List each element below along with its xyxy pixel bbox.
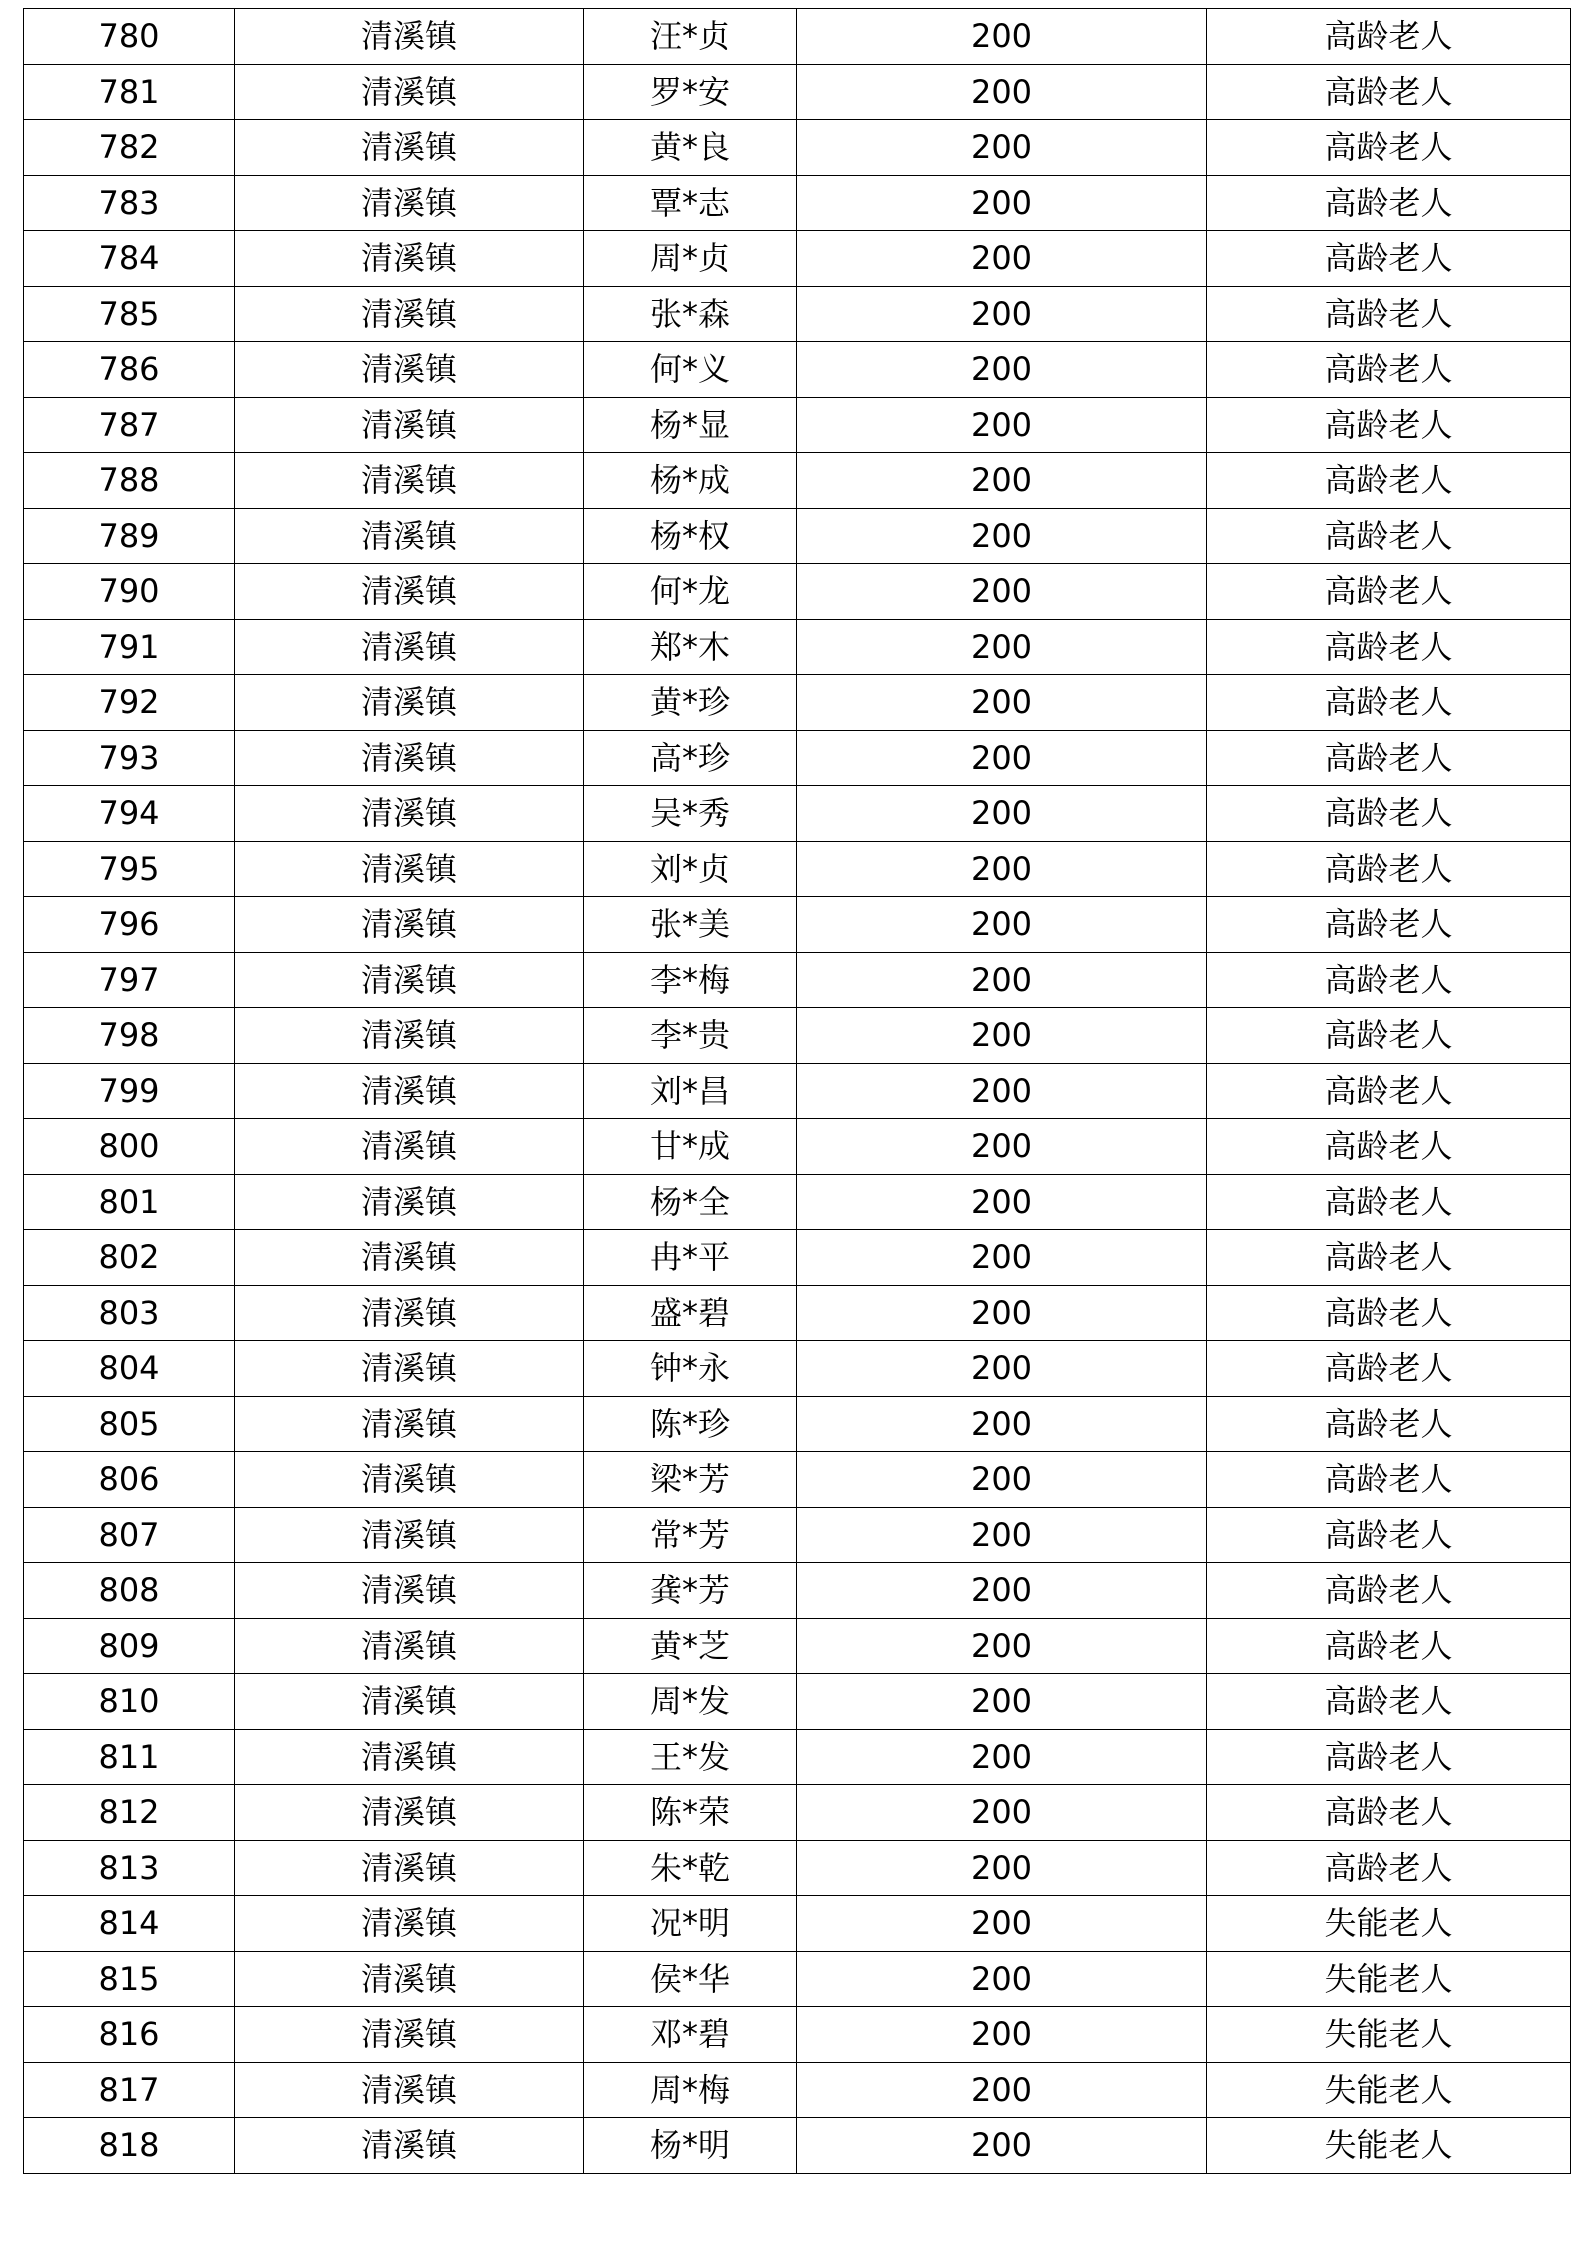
category-cell: 高龄老人: [1207, 508, 1571, 564]
table-row: [24, 1896, 1571, 1952]
table-row: [24, 564, 1571, 620]
town-cell: 清溪镇: [235, 564, 584, 620]
category-cell: 高龄老人: [1207, 1729, 1571, 1785]
amount-cell: 200: [797, 1951, 1207, 2007]
table-row: [24, 1341, 1571, 1397]
row-number-cell: 813: [24, 1840, 235, 1896]
amount-cell: 200: [797, 1785, 1207, 1841]
name-cell: 李*贵: [584, 1008, 797, 1064]
name-cell: 杨*权: [584, 508, 797, 564]
town-cell: 清溪镇: [235, 1063, 584, 1119]
category-cell: 失能老人: [1207, 2062, 1571, 2118]
town-cell: 清溪镇: [235, 64, 584, 120]
table-row: [24, 1063, 1571, 1119]
town-cell: 清溪镇: [235, 397, 584, 453]
category-cell: 高龄老人: [1207, 1341, 1571, 1397]
town-cell: 清溪镇: [235, 1674, 584, 1730]
town-cell: 清溪镇: [235, 619, 584, 675]
row-number-cell: 804: [24, 1341, 235, 1397]
amount-cell: 200: [797, 1563, 1207, 1619]
amount-cell: 200: [797, 342, 1207, 398]
town-cell: 清溪镇: [235, 2007, 584, 2063]
name-cell: 侯*华: [584, 1951, 797, 2007]
row-number-cell: 781: [24, 64, 235, 120]
town-cell: 清溪镇: [235, 1452, 584, 1508]
amount-cell: 200: [797, 1840, 1207, 1896]
category-cell: 失能老人: [1207, 1896, 1571, 1952]
amount-cell: 200: [797, 120, 1207, 176]
amount-cell: 200: [797, 1341, 1207, 1397]
table-body: [24, 9, 1571, 2174]
name-cell: 陈*荣: [584, 1785, 797, 1841]
table-row: [24, 1119, 1571, 1175]
category-cell: 高龄老人: [1207, 619, 1571, 675]
amount-cell: 200: [797, 1174, 1207, 1230]
town-cell: 清溪镇: [235, 120, 584, 176]
category-cell: 高龄老人: [1207, 786, 1571, 842]
category-cell: 高龄老人: [1207, 286, 1571, 342]
category-cell: 高龄老人: [1207, 1063, 1571, 1119]
name-cell: 陈*珍: [584, 1396, 797, 1452]
row-number-cell: 809: [24, 1618, 235, 1674]
category-cell: 高龄老人: [1207, 1119, 1571, 1175]
name-cell: 罗*安: [584, 64, 797, 120]
amount-cell: 200: [797, 1063, 1207, 1119]
row-number-cell: 783: [24, 175, 235, 231]
name-cell: 朱*乾: [584, 1840, 797, 1896]
row-number-cell: 814: [24, 1896, 235, 1952]
amount-cell: 200: [797, 1119, 1207, 1175]
row-number-cell: 796: [24, 897, 235, 953]
name-cell: 黄*芝: [584, 1618, 797, 1674]
table-row: [24, 1729, 1571, 1785]
amount-cell: 200: [797, 1285, 1207, 1341]
name-cell: 周*梅: [584, 2062, 797, 2118]
amount-cell: 200: [797, 1396, 1207, 1452]
subsidy-table: [23, 8, 1571, 2174]
table-row: [24, 2118, 1571, 2174]
row-number-cell: 798: [24, 1008, 235, 1064]
row-number-cell: 789: [24, 508, 235, 564]
table-row: [24, 2062, 1571, 2118]
category-cell: 失能老人: [1207, 2007, 1571, 2063]
amount-cell: 200: [797, 1507, 1207, 1563]
row-number-cell: 800: [24, 1119, 235, 1175]
row-number-cell: 816: [24, 2007, 235, 2063]
town-cell: 清溪镇: [235, 342, 584, 398]
name-cell: 杨*成: [584, 453, 797, 509]
table-row: [24, 1452, 1571, 1508]
town-cell: 清溪镇: [235, 1008, 584, 1064]
row-number-cell: 808: [24, 1563, 235, 1619]
row-number-cell: 810: [24, 1674, 235, 1730]
town-cell: 清溪镇: [235, 1563, 584, 1619]
category-cell: 高龄老人: [1207, 1507, 1571, 1563]
town-cell: 清溪镇: [235, 1951, 584, 2007]
table-row: [24, 1563, 1571, 1619]
category-cell: 高龄老人: [1207, 397, 1571, 453]
category-cell: 高龄老人: [1207, 1452, 1571, 1508]
town-cell: 清溪镇: [235, 231, 584, 287]
name-cell: 钟*永: [584, 1341, 797, 1397]
table-row: [24, 342, 1571, 398]
row-number-cell: 801: [24, 1174, 235, 1230]
row-number-cell: 792: [24, 675, 235, 731]
category-cell: 失能老人: [1207, 1951, 1571, 2007]
row-number-cell: 780: [24, 9, 235, 65]
table-row: [24, 397, 1571, 453]
row-number-cell: 786: [24, 342, 235, 398]
row-number-cell: 790: [24, 564, 235, 620]
name-cell: 甘*成: [584, 1119, 797, 1175]
name-cell: 张*美: [584, 897, 797, 953]
row-number-cell: 815: [24, 1951, 235, 2007]
town-cell: 清溪镇: [235, 1729, 584, 1785]
row-number-cell: 785: [24, 286, 235, 342]
table-row: [24, 175, 1571, 231]
category-cell: 高龄老人: [1207, 1396, 1571, 1452]
amount-cell: 200: [797, 675, 1207, 731]
category-cell: 高龄老人: [1207, 342, 1571, 398]
name-cell: 周*发: [584, 1674, 797, 1730]
table-row: [24, 841, 1571, 897]
category-cell: 高龄老人: [1207, 675, 1571, 731]
category-cell: 高龄老人: [1207, 231, 1571, 287]
name-cell: 刘*昌: [584, 1063, 797, 1119]
table-row: [24, 897, 1571, 953]
category-cell: 高龄老人: [1207, 1563, 1571, 1619]
row-number-cell: 802: [24, 1230, 235, 1286]
name-cell: 汪*贞: [584, 9, 797, 65]
table-row: [24, 1785, 1571, 1841]
table-row: [24, 2007, 1571, 2063]
category-cell: 高龄老人: [1207, 1674, 1571, 1730]
name-cell: 周*贞: [584, 231, 797, 287]
town-cell: 清溪镇: [235, 1785, 584, 1841]
town-cell: 清溪镇: [235, 1285, 584, 1341]
amount-cell: 200: [797, 453, 1207, 509]
table-row: [24, 730, 1571, 786]
category-cell: 高龄老人: [1207, 897, 1571, 953]
row-number-cell: 797: [24, 952, 235, 1008]
category-cell: 失能老人: [1207, 2118, 1571, 2174]
name-cell: 黄*珍: [584, 675, 797, 731]
category-cell: 高龄老人: [1207, 1230, 1571, 1286]
row-number-cell: 794: [24, 786, 235, 842]
category-cell: 高龄老人: [1207, 1285, 1571, 1341]
table-row: [24, 453, 1571, 509]
town-cell: 清溪镇: [235, 1618, 584, 1674]
amount-cell: 200: [797, 175, 1207, 231]
table-row: [24, 1230, 1571, 1286]
town-cell: 清溪镇: [235, 453, 584, 509]
table-row: [24, 508, 1571, 564]
category-cell: 高龄老人: [1207, 841, 1571, 897]
town-cell: 清溪镇: [235, 1174, 584, 1230]
row-number-cell: 787: [24, 397, 235, 453]
town-cell: 清溪镇: [235, 675, 584, 731]
town-cell: 清溪镇: [235, 286, 584, 342]
amount-cell: 200: [797, 2062, 1207, 2118]
amount-cell: 200: [797, 286, 1207, 342]
amount-cell: 200: [797, 231, 1207, 287]
name-cell: 刘*贞: [584, 841, 797, 897]
amount-cell: 200: [797, 952, 1207, 1008]
table-row: [24, 619, 1571, 675]
town-cell: 清溪镇: [235, 175, 584, 231]
table-row: [24, 286, 1571, 342]
table-row: [24, 675, 1571, 731]
amount-cell: 200: [797, 9, 1207, 65]
row-number-cell: 793: [24, 730, 235, 786]
amount-cell: 200: [797, 786, 1207, 842]
amount-cell: 200: [797, 2118, 1207, 2174]
row-number-cell: 799: [24, 1063, 235, 1119]
name-cell: 王*发: [584, 1729, 797, 1785]
category-cell: 高龄老人: [1207, 120, 1571, 176]
amount-cell: 200: [797, 1452, 1207, 1508]
amount-cell: 200: [797, 1618, 1207, 1674]
table-row: [24, 1951, 1571, 2007]
row-number-cell: 795: [24, 841, 235, 897]
row-number-cell: 784: [24, 231, 235, 287]
amount-cell: 200: [797, 1008, 1207, 1064]
name-cell: 何*义: [584, 342, 797, 398]
name-cell: 高*珍: [584, 730, 797, 786]
town-cell: 清溪镇: [235, 1341, 584, 1397]
amount-cell: 200: [797, 564, 1207, 620]
table-row: [24, 120, 1571, 176]
name-cell: 邓*碧: [584, 2007, 797, 2063]
name-cell: 常*芳: [584, 1507, 797, 1563]
amount-cell: 200: [797, 619, 1207, 675]
category-cell: 高龄老人: [1207, 730, 1571, 786]
town-cell: 清溪镇: [235, 1119, 584, 1175]
name-cell: 何*龙: [584, 564, 797, 620]
table-row: [24, 952, 1571, 1008]
category-cell: 高龄老人: [1207, 1618, 1571, 1674]
table-row: [24, 1285, 1571, 1341]
row-number-cell: 805: [24, 1396, 235, 1452]
table-row: [24, 1396, 1571, 1452]
amount-cell: 200: [797, 2007, 1207, 2063]
name-cell: 黄*良: [584, 120, 797, 176]
table-row: [24, 786, 1571, 842]
name-cell: 杨*显: [584, 397, 797, 453]
amount-cell: 200: [797, 841, 1207, 897]
amount-cell: 200: [797, 1896, 1207, 1952]
amount-cell: 200: [797, 897, 1207, 953]
town-cell: 清溪镇: [235, 1230, 584, 1286]
town-cell: 清溪镇: [235, 897, 584, 953]
category-cell: 高龄老人: [1207, 453, 1571, 509]
name-cell: 杨*明: [584, 2118, 797, 2174]
table-row: [24, 231, 1571, 287]
category-cell: 高龄老人: [1207, 1840, 1571, 1896]
category-cell: 高龄老人: [1207, 64, 1571, 120]
town-cell: 清溪镇: [235, 1840, 584, 1896]
table-row: [24, 9, 1571, 65]
name-cell: 李*梅: [584, 952, 797, 1008]
amount-cell: 200: [797, 1729, 1207, 1785]
town-cell: 清溪镇: [235, 2118, 584, 2174]
row-number-cell: 803: [24, 1285, 235, 1341]
row-number-cell: 812: [24, 1785, 235, 1841]
category-cell: 高龄老人: [1207, 1008, 1571, 1064]
town-cell: 清溪镇: [235, 508, 584, 564]
row-number-cell: 788: [24, 453, 235, 509]
category-cell: 高龄老人: [1207, 952, 1571, 1008]
row-number-cell: 791: [24, 619, 235, 675]
row-number-cell: 811: [24, 1729, 235, 1785]
table-row: [24, 1840, 1571, 1896]
name-cell: 杨*全: [584, 1174, 797, 1230]
town-cell: 清溪镇: [235, 9, 584, 65]
amount-cell: 200: [797, 1674, 1207, 1730]
row-number-cell: 806: [24, 1452, 235, 1508]
table-row: [24, 1507, 1571, 1563]
name-cell: 冉*平: [584, 1230, 797, 1286]
table-row: [24, 1174, 1571, 1230]
name-cell: 张*森: [584, 286, 797, 342]
amount-cell: 200: [797, 1230, 1207, 1286]
name-cell: 郑*木: [584, 619, 797, 675]
town-cell: 清溪镇: [235, 841, 584, 897]
name-cell: 龚*芳: [584, 1563, 797, 1619]
category-cell: 高龄老人: [1207, 564, 1571, 620]
name-cell: 吴*秀: [584, 786, 797, 842]
table-row: [24, 1618, 1571, 1674]
row-number-cell: 782: [24, 120, 235, 176]
category-cell: 高龄老人: [1207, 1785, 1571, 1841]
category-cell: 高龄老人: [1207, 1174, 1571, 1230]
amount-cell: 200: [797, 730, 1207, 786]
town-cell: 清溪镇: [235, 786, 584, 842]
table-row: [24, 1674, 1571, 1730]
town-cell: 清溪镇: [235, 1507, 584, 1563]
name-cell: 况*明: [584, 1896, 797, 1952]
amount-cell: 200: [797, 397, 1207, 453]
row-number-cell: 818: [24, 2118, 235, 2174]
name-cell: 梁*芳: [584, 1452, 797, 1508]
town-cell: 清溪镇: [235, 952, 584, 1008]
town-cell: 清溪镇: [235, 730, 584, 786]
name-cell: 盛*碧: [584, 1285, 797, 1341]
name-cell: 覃*志: [584, 175, 797, 231]
table-row: [24, 64, 1571, 120]
table-row: [24, 1008, 1571, 1064]
row-number-cell: 807: [24, 1507, 235, 1563]
row-number-cell: 817: [24, 2062, 235, 2118]
amount-cell: 200: [797, 64, 1207, 120]
town-cell: 清溪镇: [235, 2062, 584, 2118]
town-cell: 清溪镇: [235, 1396, 584, 1452]
category-cell: 高龄老人: [1207, 9, 1571, 65]
town-cell: 清溪镇: [235, 1896, 584, 1952]
category-cell: 高龄老人: [1207, 175, 1571, 231]
amount-cell: 200: [797, 508, 1207, 564]
